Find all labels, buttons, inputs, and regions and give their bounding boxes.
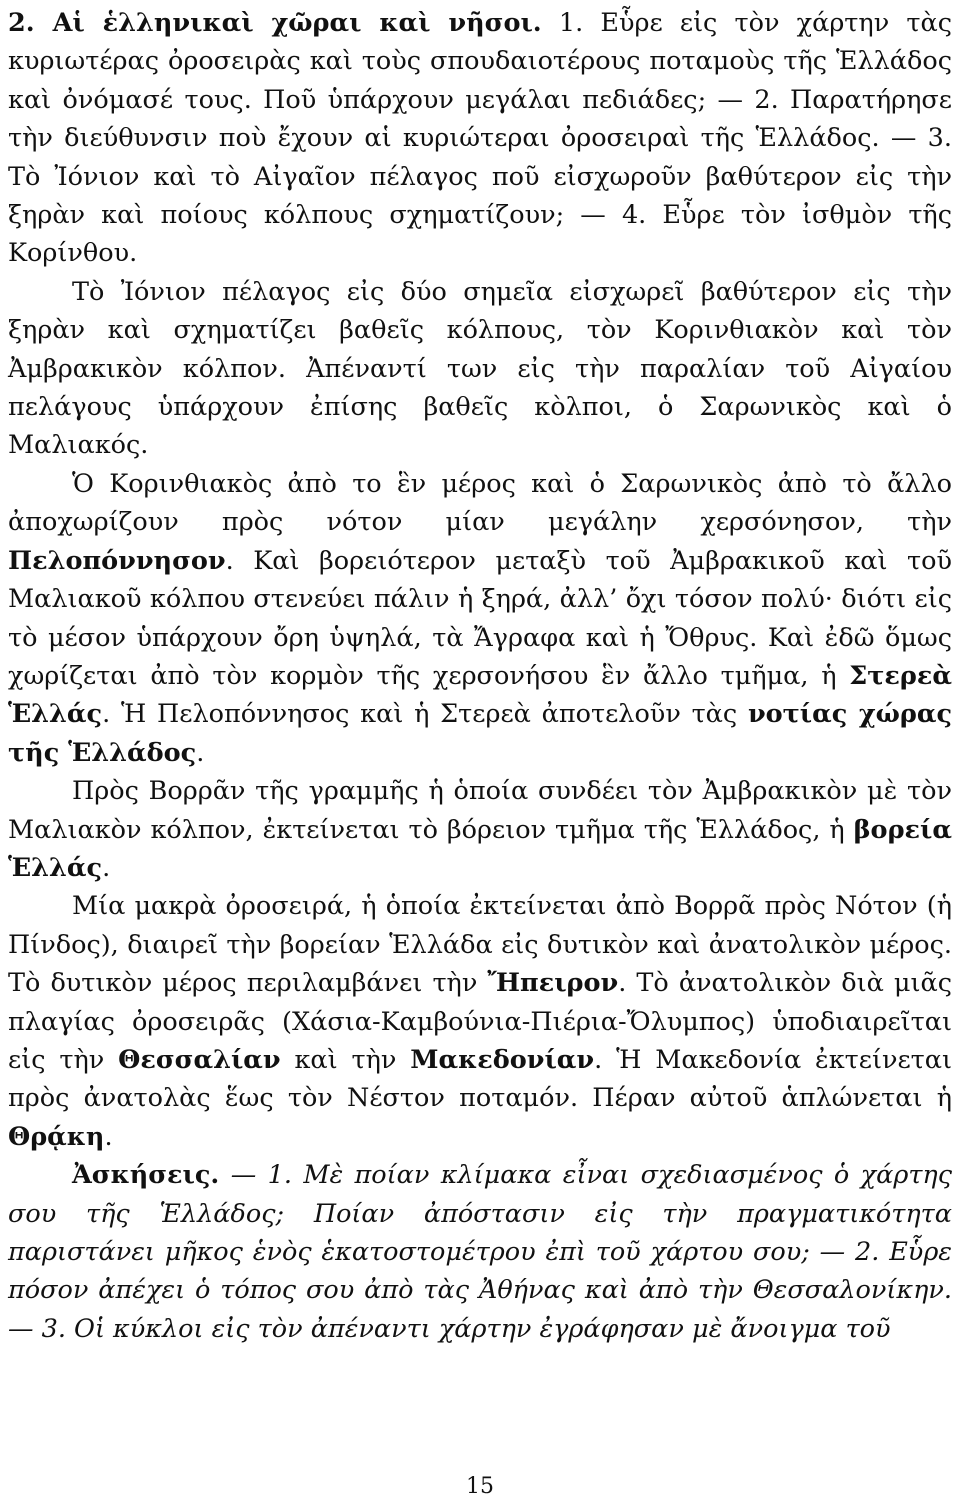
exercises-label: Ἀσκήσεις.: [72, 1160, 220, 1191]
ionian-sea-paragraph: [8, 273, 952, 465]
northern-greece-text-2: .: [102, 852, 111, 883]
peloponnese-text-2: . Καὶ βορειότερον μεταξὺ τοῦ Ἀμβρακικοῦ καὶ τοῦ Μαλιακοῦ κόλπου στενεύει πάλιν ἡ ξηρά, ἀλλ’ ὄχι τόσον πολύ· διότι εἰς τὸ μέσον ὑπάρχουν ὄρη ὑψηλά, τὰ Ἄγραφα καὶ ἡ Ὄθρυς. Καὶ ἐδῶ ὅμως χωρίζεται ἀπὸ τὸν κορμὸν τῆς χερσονήσου ἓν ἄλλο τμῆμα, ἡ: [8, 545, 952, 691]
term-southern-lands: νοτίας χώρας τῆς Ἑλλάδος: [8, 699, 952, 768]
pindus-text-3: καὶ τὴν: [280, 1044, 411, 1075]
term-makedonia: Μακεδονίαν: [410, 1044, 595, 1075]
pindus-text-4: . Ἡ Μακεδονία ἐκτείνεται πρὸς ἀνατολὰς ἕως τὸν Νέστον ποταμόν. Πέραν αὐτοῦ ἁπλώνεται ἡ: [8, 1044, 953, 1114]
exercises-text: — 1. Μὲ ποίαν κλίμακα εἶναι σχεδιασμένος ὁ χάρτης σου τῆς Ἑλλάδος; Ποίαν ἀπόστασιν εἰς τὴν πραγματικότητα παριστάνει μῆκος ἑνὸς ἑκατοστομέτρου ἐπὶ τοῦ χάρτου σου; — 2. Εὗρε πόσον ἀπέχει ὁ τόπος σου ἀπὸ τὰς Ἀθήνας καὶ ἀπὸ τὴν Θεσσαλονίκην. — 3. Οἱ κύκλοι εἰς τὸν ἀπέναντι χάρτην ἐγράφησαν μὲ ἄνοιγμα τοῦ: [8, 1160, 952, 1344]
northern-greece-text-1: Πρὸς Βορρᾶν τῆς γραμμῆς ἡ ὁποία συνδέει τὸν Ἀμβρακικὸν μὲ τὸν Μαλιακὸν κόλπον, ἐκτείνεται τὸ βόρειον τμῆμα τῆς Ἑλλάδος, ἡ: [8, 776, 952, 845]
term-sterea-ellas: Στερεὰ Ἑλλάς: [8, 660, 952, 730]
term-ipeiros: Ἤπειρον: [487, 968, 619, 999]
pindus-text-1: Μία μακρὰ ὀροσειρά, ἡ ὁποία ἐκτείνεται ἀπὸ Βορρᾶ πρὸς Νότον (ἡ Πίνδος), διαιρεῖ τὴν βορείαν Ἑλλάδα εἰς δυτικὸν καὶ ἀνατολικὸν μέρος. Τὸ δυτικὸν μέρος περιλαμβάνει τὴν: [8, 891, 952, 999]
pindus-text-2: . Τὸ ἀνατολικὸν διὰ μιᾶς πλαγίας ὀροσειρᾶς (Χάσια-Καμβούνια-Πιέρια-Ὄλυμπος) ὑποδιαιρεῖται εἰς τὴν: [8, 968, 952, 1075]
pindus-text-5: .: [104, 1121, 113, 1152]
peloponnese-text-4: .: [196, 737, 205, 768]
term-thessalia: Θεσσαλίαν: [118, 1044, 281, 1075]
peloponnese-text-3: . Ἡ Πελοπόννησος καὶ ἡ Στερεὰ ἀποτελοῦν τὰς: [102, 699, 748, 730]
exercise-intro-paragraph: [8, 4, 952, 273]
term-peloponnisos: Πελοπόννησον: [8, 545, 226, 576]
ionian-sea-text: Τὸ Ἰόνιον πέλαγος εἰς δύο σημεῖα εἰσχωρεῖ βαθύτερον εἰς τὴν ξηρὰν καὶ σχηματίζει βαθεῖς κόλπους, τὸν Κορινθιακὸν καὶ τὸν Ἀμβρακικὸν κόλπον. Ἀπέναντί των εἰς τὴν παραλίαν τοῦ Αἰγαίου πελάγους ὑπάρχουν ἐπίσης βαθεῖς κὸλποι, ὁ Σαρωνικὸς καὶ ὁ Μαλιακός.: [8, 276, 952, 461]
page-number: 15: [466, 1474, 494, 1499]
term-boreia-ellas: βορεία Ἑλλάς: [8, 814, 952, 883]
pindus-paragraph: [8, 887, 952, 1156]
peloponnese-paragraph: [8, 465, 952, 772]
section-heading: 2. Αἱ ἑλληνικαὶ χῶραι καὶ νῆσοι.: [8, 8, 542, 38]
peloponnese-text-1: Ὁ Κορινθιακὸς ἀπὸ το ἓν μέρος καὶ ὁ Σαρωνικὸς ἀπὸ τὸ ἄλλο ἀποχωρίζουν πρὸς νότον μίαν μεγάλην χερσόνησον, τὴν: [8, 468, 952, 538]
exercises-paragraph: [8, 1156, 952, 1348]
northern-greece-paragraph: [8, 772, 952, 887]
term-thraki: Θρᾴκη: [8, 1121, 105, 1152]
exercise-intro-text: 1. Εὗρε εἰς τὸν χάρτην τὰς κυριωτέρας ὀροσειρὰς καὶ τοὺς σπουδαιοτέρους ποταμοὺς τῆς Ἑλλάδος καὶ ὀνόμασέ τους. Ποῦ ὑπάρχουν μεγάλαι πεδιάδες; — 2. Παρατήρησε τὴν διεύθυνσιν ποὺ ἔχουν αἱ κυριώτεραι ὀροσειραὶ τῆς Ἑλλάδος. — 3. Τὸ Ἰόνιον καὶ τὸ Αἰγαῖον πέλαγος ποῦ εἰσχωροῦν βαθύτερον εἰς τὴν ξηρὰν καὶ ποίους κόλπους σχηματίζουν; — 4. Εὗρε τὸν ἰσθμὸν τῆς Κορίνθου.: [8, 8, 952, 269]
